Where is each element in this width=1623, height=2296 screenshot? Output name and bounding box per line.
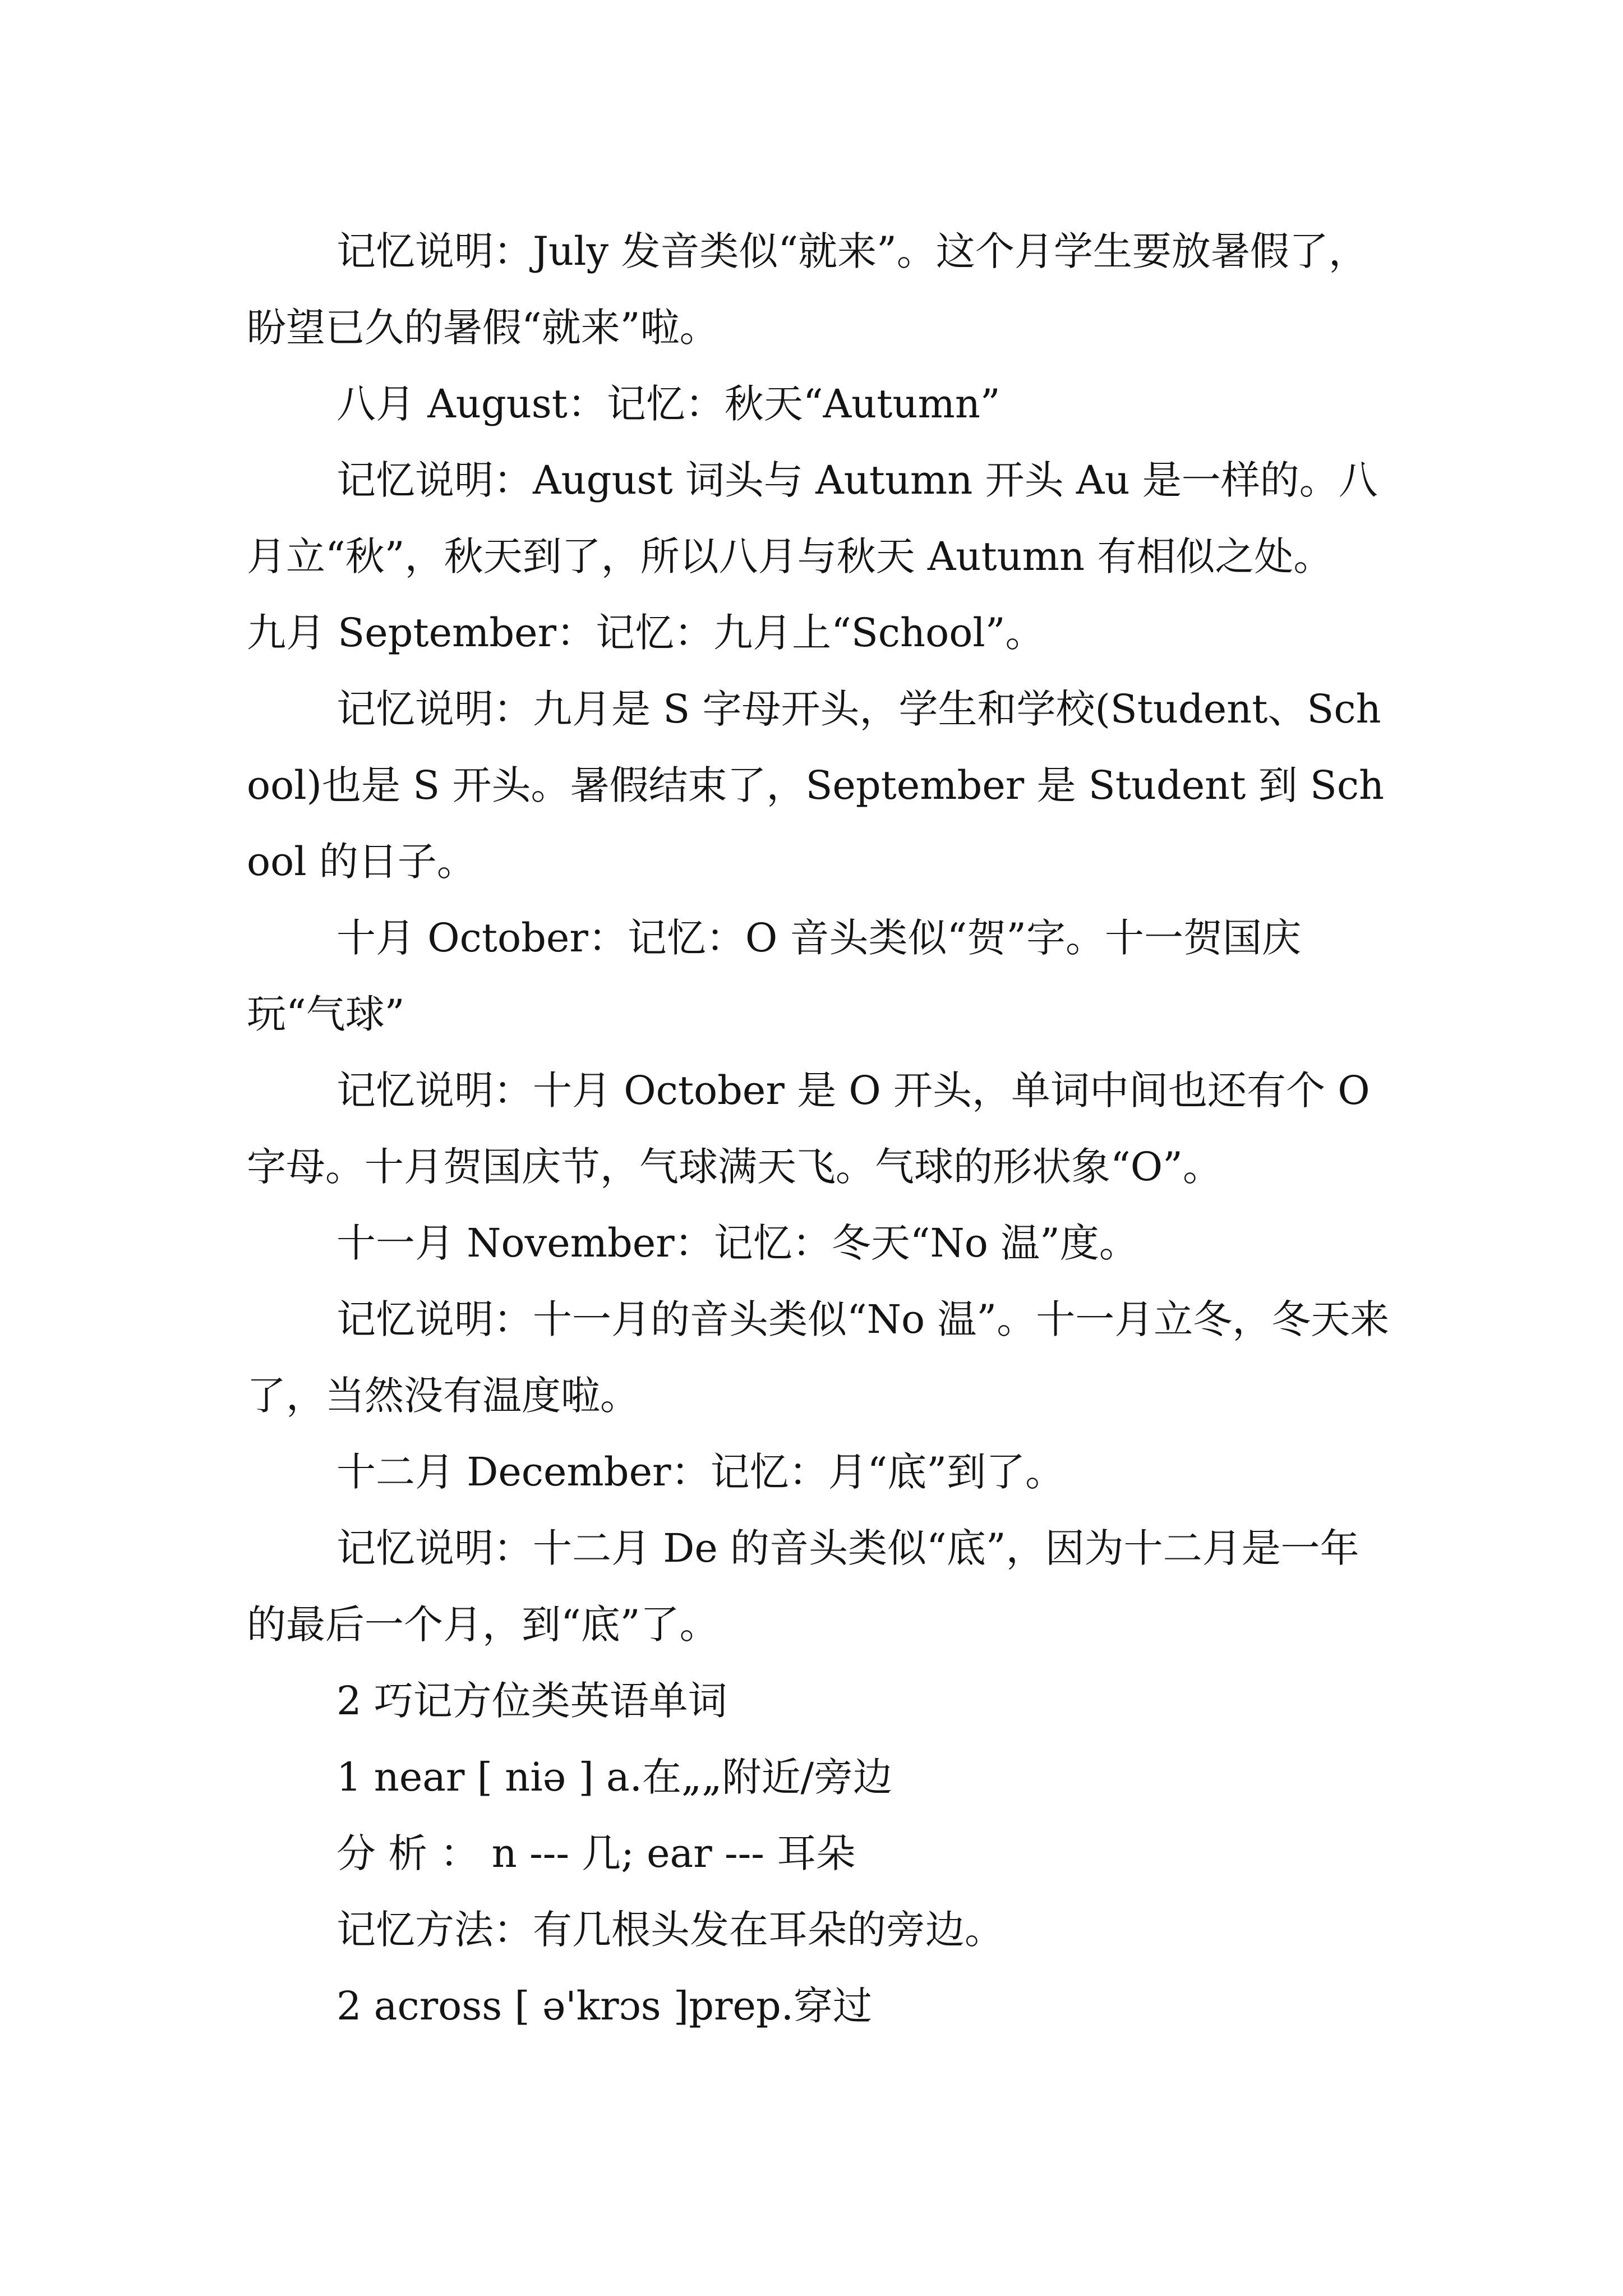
paragraph-july-note: 记忆说明：July 发音类似“就来”。这个月学生要放暑假了，盼望已久的暑假“就来”啦。	[247, 228, 1368, 351]
memory-method-near: 记忆方法：有几根头发在耳朵的旁边。	[336, 1907, 1004, 1953]
paragraph-october-title: 十月 October：记忆：O 音头类似“贺”字。十一贺国庆玩“气球”	[247, 915, 1302, 1037]
section-heading: 2 巧记方位类英语单词	[336, 1678, 727, 1724]
word-entry-across: 2 across [ ə'krɔs ]prep.穿过	[336, 1983, 872, 2029]
document-body	[247, 213, 1391, 2044]
paragraph-november-title: 十一月 November：记忆：冬天“No 温”度。	[336, 1220, 1138, 1266]
paragraph-december-title: 十二月 December：记忆：月“底”到了。	[336, 1449, 1065, 1495]
word-analysis-near: 分 析 ： n --- 几; ear --- 耳朵	[336, 1830, 856, 1876]
paragraph-september-title: 九月 September：记忆：九月上“School”。	[247, 610, 1045, 656]
word-entry-near: 1 near [ niə ] a.在„„附近/旁边	[336, 1754, 893, 1800]
paragraph-november-note: 记忆说明：十一月的音头类似“No 温”。十一月立冬，冬天来了，当然没有温度啦。	[247, 1296, 1390, 1419]
paragraph-october-note: 记忆说明：十月 October 是 O 开头，单词中间也还有个 O 字母。十月贺国庆节，气球满天飞。气球的形状象“O”。	[247, 1068, 1370, 1190]
paragraph-august-title: 八月 August：记忆：秋天“Autumn”	[336, 381, 1000, 427]
paragraph-september-note: 记忆说明：九月是 S 字母开头，学生和学校(Student、School)也是 S 开头。暑假结束了，September 是 Student 到 School 的日子。	[247, 686, 1385, 885]
paragraph-december-note: 记忆说明：十二月 De 的音头类似“底”，因为十二月是一年的最后一个月，到“底”了。	[247, 1525, 1359, 1648]
paragraph-august-note: 记忆说明：August 词头与 Autumn 开头 Au 是一样的。八月立“秋”，秋天到了，所以八月与秋天 Autumn 有相似之处。	[247, 457, 1378, 579]
